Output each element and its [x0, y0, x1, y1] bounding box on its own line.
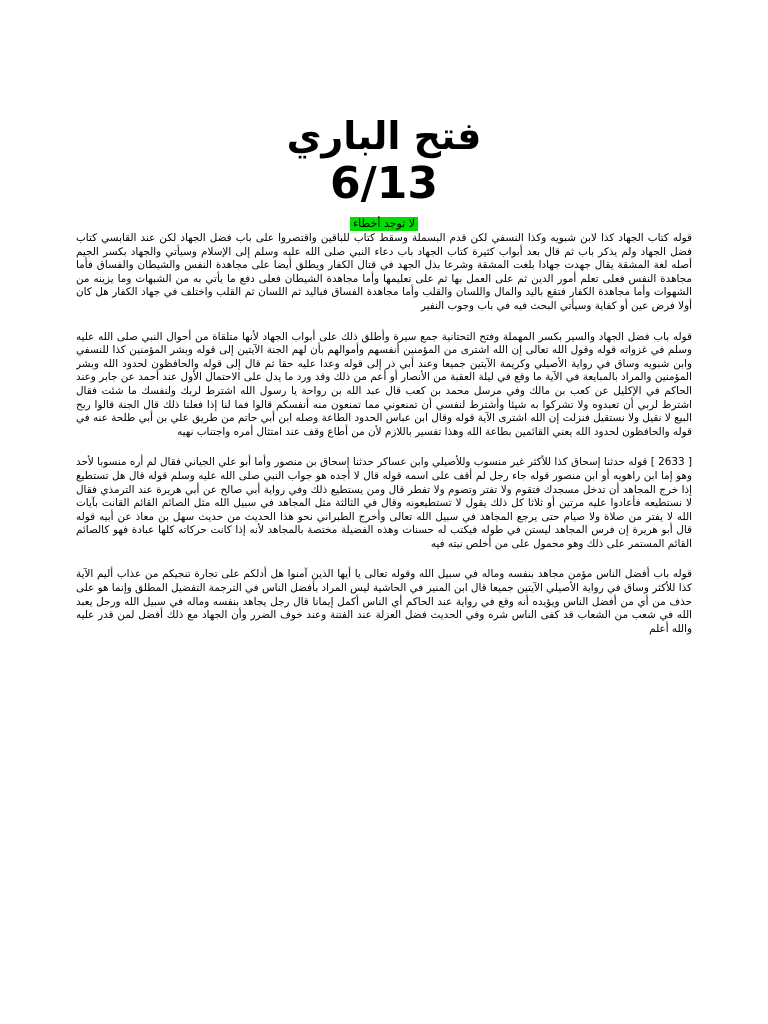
body-text: [76, 232, 692, 1006]
paragraph: [ 2633 ] قوله حدثنا إسحاق كذا للأكثر غير منسوب وللأصيلي وابن عساكر حدثنا إسحاق بن منصور وأما أبو علي الجياني فقال لم أره منسوبا لأحد وهو إما ابن راهويه أو ابن منصور قوله جاء رجل لم أقف على اسمه قوله قال لا أجده هو جواب النبي صلى الله عليه وسلم قوله قال هل تستطيع إذا خرج المجاهد أن تدخل مسجدك فتقوم ولا تفتر وتصوم ولا تفطر قال ومن يستطيع ذلك وفي رواية أبي صالح عن أبي هريرة عند الترمذي فقال لا نستطيعه فأعادوا عليه مرتين أو ثلاثا كل ذلك يقول لا تستطيعونه وقال في الثالثة مثل المجاهد في سبيل الله مثل الصائم القائم القانت بآيات الله لا يفتر من صلاة ولا صيام حتى يرجع المجاهد في سبيل الله تعالى وأخرج الطبراني نحو هذا الحديث من حديث سهل بن معاذ عن أبيه قوله قال أبو هريرة إن فرس المجاهد ليستن في طوله فيكتب له حسنات وهذه الفضيلة مختصة بالمجاهد لأنه إذا كانت حركاته كلها عبادة فهو كالصائم القائم المستمر على ذلك وهو محمول على من أخلص نيته فيه: [76, 456, 692, 550]
marker-row: [0, 214, 768, 231]
book-title: فتح الباري: [286, 114, 482, 158]
paragraph: قوله كتاب الجهاد كذا لابن شبويه وكذا النسفي لكن قدم البسملة وسقط كتاب للباقين واقتصروا على باب فضل الجهاد لكن عند القابسي كتاب فضل الجهاد ولم يذكر باب ثم قال بعد أبواب كثيرة كتاب الجهاد باب دعاء النبي صلى الله عليه وسلم إلى الإسلام وسيأتي والجهاد بكسر الجيم أصله لغة المشقة يقال جهدت جهادا بلغت المشقة وشرعا بذل الجهد في قتال الكفار ويطلق أيضا على مجاهدة النفس والشيطان والفساق فأما مجاهدة النفس فعلى تعلم أمور الدين ثم على العمل بها ثم على تعليمها وأما مجاهدة الشيطان فعلى دفع ما يأتي به من الشبهات وما يزينه من الشهوات وأما مجاهدة الكفار فتقع باليد والمال واللسان والقلب وأما مجاهدة الفساق فباليد ثم اللسان ثم القلب واختلف في جهاد الكفار هل كان أولا فرض عين أو كفاية وسيأتي البحث فيه في باب وجوب النفير: [76, 232, 692, 312]
paragraph: قوله باب فضل الجهاد والسير بكسر المهملة وفتح التحتانية جمع سيرة وأطلق ذلك على أبواب الجهاد لأنها متلقاة من أحوال النبي صلى الله عليه وسلم في غزواته قوله وقول الله تعالى إن الله اشترى من المؤمنين أنفسهم وأموالهم بأن لهم الجنة الآيتين إلى قوله وبشر المؤمنين كذا للنسفي وابن شبويه وساق في رواية الأصيلي وكريمة الآيتين جميعا وعند أبي ذر إلى قوله وعدا عليه حقا ثم قال إلى قوله والحافظون لحدود الله وبشر المؤمنين والمراد بالمبايعة في الآية ما وقع في ليلة العقبة من الأنصار أو أعم من ذلك وقد ورد ما يدل على الاحتمال الأول عند أحمد عن جابر وعند الحاكم في الإكليل عن كعب بن مالك وفي مرسل محمد بن كعب قال عبد الله بن رواحة يا رسول الله اشترط لربك ولنفسك ما شئت فقال اشترط لربي أن تعبدوه ولا تشركوا به شيئا وأشترط لنفسي أن تمنعوني مما تمنعون منه أنفسكم قالوا فما لنا إذا فعلنا ذلك قال الجنة قالوا ربح البيع لا نقيل ولا نستقيل فنزلت إن الله اشترى الآية قوله وقال ابن عباس الحدود الطاعة وصله ابن أبي حاتم من طريق علي بن أبي طلحة عنه في قوله والحافظون لحدود الله يعني القائمين بطاعة الله وهذا تفسير باللازم لأن من أطاع وقف عند امتثال أمره واجتناب نهيه: [76, 330, 692, 438]
status-marker: لا توجد أخطاء: [350, 217, 418, 231]
volume-number: 6/13: [330, 158, 438, 209]
paragraph: قوله باب أفضل الناس مؤمن مجاهد بنفسه وماله في سبيل الله وقوله تعالى يا أيها الذين آمنوا هل أدلكم على تجارة تنجيكم من عذاب أليم الآية كذا للأكثر وساق في رواية الأصيلي الآيتين جميعا قال ابن المنير في الحاشية ليس المراد بأفضل الناس في الترجمة التفضيل المطلق وإنما هو على حذف من أي من أفضل الناس ويؤيده أنه وقع في رواية عند الحاكم أي الناس أكمل إيمانا قال رجل يجاهد بنفسه وماله في سبيل الله ورجل يعبد الله في شعب من الشعاب قد كفى الناس شره وفي الحديث فضل العزلة عند الفتنة وعند خوف الضرر وأن الجهاد مع ذلك أفضل لمن قدر عليه والله أعلم: [76, 568, 692, 635]
